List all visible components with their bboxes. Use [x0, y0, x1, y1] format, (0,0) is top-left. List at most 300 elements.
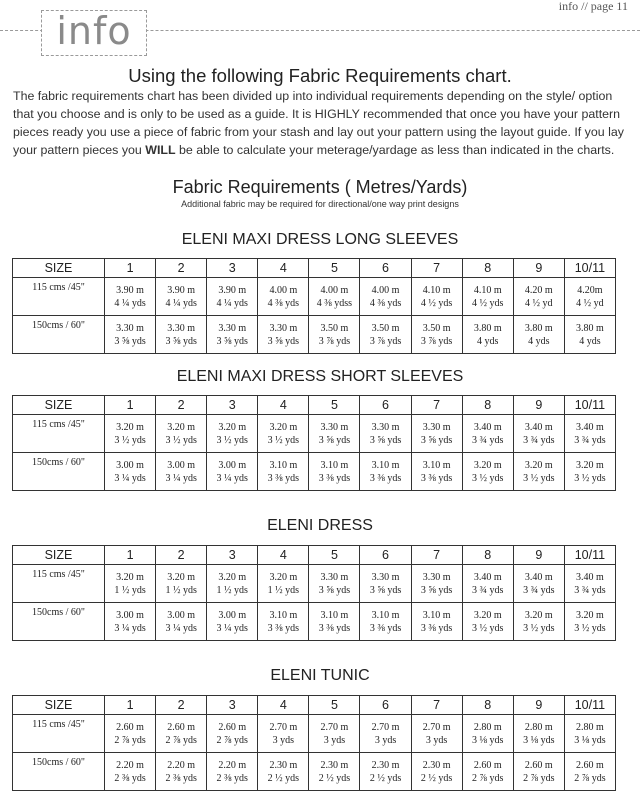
column-header: 5 — [309, 696, 360, 715]
metres-value: 3.30 m — [320, 571, 349, 583]
yards-value: 4 yds — [528, 335, 550, 347]
table-row — [13, 565, 616, 603]
column-header: 8 — [462, 546, 513, 565]
column-header: 10/11 — [564, 546, 615, 565]
yards-value: 3 ½ yds — [216, 434, 248, 446]
metres-value: 3.50 m — [371, 322, 400, 334]
metres-value: 3.10 m — [371, 609, 400, 621]
column-header: 5 — [309, 546, 360, 565]
yards-value: 4 ⅜ yds — [267, 297, 300, 309]
requirement-cell — [462, 278, 513, 316]
metres-value: 3.10 m — [269, 609, 298, 621]
yards-value: 3 ¼ yds — [114, 622, 146, 634]
yards-value: 4 ¼ yds — [114, 297, 146, 309]
table-title: ELENI MAXI DRESS SHORT SLEEVES — [176, 368, 464, 385]
requirement-cell — [258, 565, 309, 603]
column-header: 10/11 — [564, 696, 615, 715]
requirement-cell — [360, 316, 411, 354]
yards-value: 3 ¼ yds — [216, 622, 248, 634]
requirement-cell — [360, 453, 411, 491]
yards-value: 3 ⅜ yds — [318, 472, 351, 484]
requirement-cell — [462, 753, 513, 791]
metres-value: 3.90 m — [116, 284, 144, 296]
metres-value: 3.30 m — [320, 421, 349, 433]
metres-value: 3.20 m — [167, 571, 196, 583]
yards-value: 3 ⅞ yds — [420, 335, 453, 347]
requirement-cell — [309, 565, 360, 603]
requirement-cell — [411, 415, 462, 453]
metres-value: 2.30 m — [269, 759, 298, 771]
metres-value: 2.20 m — [218, 759, 247, 771]
table-row — [13, 316, 616, 354]
requirement-cell — [105, 753, 156, 791]
column-header: 5 — [309, 259, 360, 278]
yards-value: 2 ⅜ yds — [114, 772, 146, 784]
yards-value: 3 ¼ yds — [216, 472, 248, 484]
yards-value: 3 ⅛ yds — [472, 734, 504, 746]
metres-value: 3.20 m — [473, 459, 502, 471]
metres-value: 3.20 m — [524, 459, 553, 471]
requirement-cell — [360, 603, 411, 641]
fabric-table — [12, 395, 616, 491]
requirement-cell — [258, 753, 309, 791]
column-header: 2 — [156, 396, 207, 415]
requirement-cell — [258, 278, 309, 316]
column-header: 3 — [207, 696, 258, 715]
requirement-cell — [309, 715, 360, 753]
yards-value: 4 yds — [579, 335, 601, 347]
yards-value: 3 ½ yds — [472, 472, 504, 484]
metres-value: 3.00 m — [116, 609, 144, 621]
requirement-cell — [360, 565, 411, 603]
metres-value: 2.70 m — [422, 721, 451, 733]
yards-value: 3 ⅝ yds — [420, 434, 453, 446]
requirement-cell — [207, 278, 258, 316]
metres-value: 2.30 m — [422, 759, 451, 771]
metres-value: 3.30 m — [422, 571, 451, 583]
column-header: 1 — [105, 546, 156, 565]
requirement-cell — [156, 316, 207, 354]
yards-value: 4 ⅜ yds — [369, 297, 402, 309]
yards-value: 3 ⅜ yds — [420, 622, 453, 634]
requirement-cell — [156, 753, 207, 791]
column-header: 9 — [513, 696, 564, 715]
yards-value: 3 ¾ yds — [574, 584, 606, 596]
metres-value: 3.20 m — [269, 421, 298, 433]
table-title: ELENI TUNIC — [270, 667, 370, 684]
column-header: 1 — [105, 696, 156, 715]
requirement-cell — [462, 415, 513, 453]
requirement-cell — [309, 278, 360, 316]
yards-value: 3 ⅞ yds — [369, 335, 402, 347]
column-header: 2 — [156, 546, 207, 565]
yards-value: 3 ¾ yds — [472, 434, 504, 446]
yards-value: 3 ½ yds — [574, 622, 606, 634]
table-header-row — [13, 259, 616, 278]
yards-value: 2 ⅜ yds — [216, 772, 248, 784]
requirement-cell — [207, 453, 258, 491]
requirement-cell — [309, 603, 360, 641]
column-header: 7 — [411, 546, 462, 565]
yards-value: 3 ⅜ yds — [369, 622, 402, 634]
table-row — [13, 753, 616, 791]
metres-value: 3.20 m — [218, 571, 247, 583]
column-header: 9 — [513, 259, 564, 278]
column-header: 10/11 — [564, 396, 615, 415]
column-header: 8 — [462, 259, 513, 278]
yards-value: 2 ⅞ yds — [165, 734, 197, 746]
metres-value: 3.20 m — [524, 609, 553, 621]
metres-value: 3.30 m — [371, 571, 400, 583]
requirement-cell — [513, 415, 564, 453]
metres-value: 4.10 m — [473, 284, 502, 296]
fabric-width-cell: 150cms / 60" — [13, 316, 105, 354]
yards-value: 3 ⅝ yds — [318, 434, 351, 446]
column-header: SIZE — [13, 259, 105, 278]
metres-value: 3.30 m — [269, 322, 298, 334]
column-header: 3 — [207, 396, 258, 415]
fabric-width-cell: 115 cms /45" — [13, 278, 105, 316]
yards-value: 3 ⅜ yds — [267, 622, 300, 634]
requirement-cell — [564, 453, 615, 491]
column-header: 4 — [258, 546, 309, 565]
requirement-cell — [360, 753, 411, 791]
requirement-cell — [207, 415, 258, 453]
yards-value: 1 ½ yds — [165, 584, 197, 596]
requirement-cell — [462, 603, 513, 641]
fabric-width-cell: 115 cms /45" — [13, 565, 105, 603]
requirement-cell — [411, 278, 462, 316]
column-header: 6 — [360, 396, 411, 415]
requirement-cell — [564, 316, 615, 354]
table-row — [13, 715, 616, 753]
column-header: 2 — [156, 696, 207, 715]
metres-value: 3.20 m — [116, 421, 144, 433]
yards-value: 3 ⅝ yds — [267, 335, 300, 347]
metres-value: 2.70 m — [371, 721, 400, 733]
yards-value: 1 ½ yds — [216, 584, 248, 596]
requirement-cell — [309, 753, 360, 791]
yards-value: 3 ⅛ yds — [523, 734, 555, 746]
requirement-cell — [309, 453, 360, 491]
column-header: 6 — [360, 546, 411, 565]
requirement-cell — [105, 316, 156, 354]
metres-value: 3.30 m — [218, 322, 247, 334]
yards-value: 2 ⅞ yds — [523, 772, 555, 784]
metres-value: 3.80 m — [576, 322, 604, 334]
column-header: 10/11 — [564, 259, 615, 278]
yards-value: 3 yds — [374, 734, 397, 746]
yards-value: 4 ⅜ ydss — [316, 297, 353, 309]
requirement-cell — [207, 753, 258, 791]
metres-value: 2.20 m — [167, 759, 196, 771]
yards-value: 3 yds — [323, 734, 346, 746]
requirement-cell — [207, 316, 258, 354]
yards-value: 3 ¾ yds — [523, 434, 555, 446]
metres-value: 3.00 m — [218, 609, 247, 621]
requirement-cell — [411, 316, 462, 354]
yards-value: 4 ½ yd — [525, 297, 553, 309]
requirement-cell — [156, 278, 207, 316]
requirement-cell — [513, 603, 564, 641]
yards-value: 3 ¾ yds — [523, 584, 555, 596]
yards-value: 3 ½ yds — [114, 434, 146, 446]
metres-value: 3.90 m — [218, 284, 247, 296]
yards-value: 2 ⅞ yds — [114, 734, 146, 746]
table-header-row — [13, 546, 616, 565]
fabric-requirements-subtitle: Additional fabric may be required for directional/one way print designs — [181, 199, 459, 209]
yards-value: 3 ¾ yds — [574, 434, 606, 446]
metres-value: 3.20 m — [269, 571, 298, 583]
metres-value: 3.10 m — [422, 609, 451, 621]
column-header: 1 — [105, 396, 156, 415]
column-header: 4 — [258, 396, 309, 415]
column-header: 5 — [309, 396, 360, 415]
metres-value: 3.00 m — [218, 459, 247, 471]
yards-value: 2 ⅜ yds — [165, 772, 197, 784]
yards-value: 3 ½ yds — [574, 472, 606, 484]
metres-value: 3.30 m — [167, 322, 196, 334]
yards-value: 3 ⅛ yds — [574, 734, 606, 746]
column-header: SIZE — [13, 396, 105, 415]
fabric-width-cell: 150cms / 60" — [13, 453, 105, 491]
metres-value: 2.30 m — [371, 759, 400, 771]
metres-value: 4.20m — [577, 284, 603, 296]
metres-value: 3.40 m — [473, 571, 502, 583]
requirement-cell — [462, 715, 513, 753]
column-header: 9 — [513, 396, 564, 415]
metres-value: 4.00 m — [320, 284, 349, 296]
requirement-cell — [564, 278, 615, 316]
requirement-cell — [309, 415, 360, 453]
column-header: 1 — [105, 259, 156, 278]
metres-value: 4.10 m — [422, 284, 451, 296]
intro-bold-word: WILL — [145, 143, 176, 157]
page-section: info — [558, 0, 579, 13]
requirement-cell — [564, 415, 615, 453]
yards-value: 3 ½ yds — [267, 434, 300, 446]
yards-value: 3 ¼ yds — [114, 472, 146, 484]
requirement-cell — [156, 453, 207, 491]
requirement-cell — [411, 453, 462, 491]
yards-value: 3 ⅜ yds — [267, 472, 300, 484]
metres-value: 3.20 m — [473, 609, 502, 621]
metres-value: 3.00 m — [167, 609, 196, 621]
column-header: 9 — [513, 546, 564, 565]
requirement-cell — [360, 715, 411, 753]
metres-value: 3.10 m — [422, 459, 451, 471]
requirement-cell — [105, 565, 156, 603]
page-separator: // — [581, 0, 588, 13]
yards-value: 1 ½ yds — [267, 584, 300, 596]
requirement-cell — [360, 415, 411, 453]
yards-value: 1 ½ yds — [114, 584, 146, 596]
metres-value: 2.60 m — [167, 721, 196, 733]
metres-value: 4.00 m — [269, 284, 298, 296]
column-header: 4 — [258, 259, 309, 278]
metres-value: 3.40 m — [524, 571, 553, 583]
yards-value: 3 ½ yds — [523, 622, 555, 634]
yards-value: 2 ½ yds — [420, 772, 453, 784]
metres-value: 3.80 m — [473, 322, 502, 334]
requirement-cell — [105, 603, 156, 641]
intro-paragraph — [13, 87, 633, 159]
requirement-cell — [462, 316, 513, 354]
table-row — [13, 603, 616, 641]
requirement-cell — [513, 753, 564, 791]
yards-value: 3 yds — [272, 734, 295, 746]
requirement-cell — [207, 565, 258, 603]
yards-value: 3 ⅜ yds — [369, 472, 402, 484]
requirement-cell — [105, 715, 156, 753]
metres-value: 2.30 m — [320, 759, 349, 771]
metres-value: 2.60 m — [473, 759, 502, 771]
page-number: page 11 — [590, 0, 628, 13]
requirement-cell — [258, 453, 309, 491]
yards-value: 3 ⅝ yds — [318, 584, 351, 596]
metres-value: 3.90 m — [167, 284, 196, 296]
requirement-cell — [513, 453, 564, 491]
yards-value: 2 ½ yds — [318, 772, 351, 784]
requirement-cell — [564, 753, 615, 791]
requirement-cell — [156, 565, 207, 603]
fabric-width-cell: 115 cms /45" — [13, 715, 105, 753]
requirement-cell — [156, 603, 207, 641]
requirement-cell — [513, 316, 564, 354]
fabric-requirements-title: Fabric Requirements ( Metres/Yards) — [172, 177, 468, 197]
requirement-cell — [411, 715, 462, 753]
yards-value: 4 ½ yds — [472, 297, 504, 309]
yards-value: 4 ¼ yds — [216, 297, 248, 309]
metres-value: 3.20 m — [218, 421, 247, 433]
metres-value: 3.00 m — [167, 459, 196, 471]
yards-value: 2 ⅞ yds — [574, 772, 606, 784]
metres-value: 3.20 m — [116, 571, 144, 583]
metres-value: 3.10 m — [320, 609, 349, 621]
metres-value: 2.80 m — [524, 721, 553, 733]
column-header: 7 — [411, 259, 462, 278]
fabric-table — [12, 258, 616, 354]
column-header: 2 — [156, 259, 207, 278]
requirement-cell — [309, 316, 360, 354]
requirement-cell — [105, 278, 156, 316]
metres-value: 4.00 m — [371, 284, 400, 296]
table-row — [13, 415, 616, 453]
yards-value: 3 ¼ yds — [165, 622, 197, 634]
column-header: SIZE — [13, 696, 105, 715]
requirement-cell — [105, 453, 156, 491]
yards-value: 3 ⅝ yds — [165, 335, 197, 347]
yards-value: 3 ⅝ yds — [369, 434, 402, 446]
intro-text-2: be able to calculate your meterage/yardage as less than indicated in the charts. — [179, 143, 615, 157]
requirement-cell — [258, 603, 309, 641]
yards-value: 3 ½ yds — [165, 434, 197, 446]
metres-value: 3.40 m — [524, 421, 553, 433]
requirement-cell — [411, 603, 462, 641]
metres-value: 3.20 m — [167, 421, 196, 433]
column-header: 4 — [258, 696, 309, 715]
metres-value: 2.60 m — [218, 721, 247, 733]
yards-value: 3 ⅜ yds — [318, 622, 351, 634]
metres-value: 3.10 m — [371, 459, 400, 471]
metres-value: 2.60 m — [116, 721, 144, 733]
requirement-cell — [360, 278, 411, 316]
table-title: ELENI DRESS — [267, 517, 373, 534]
metres-value: 2.70 m — [269, 721, 298, 733]
metres-value: 4.20 m — [524, 284, 553, 296]
yards-value: 3 ½ yds — [523, 472, 555, 484]
requirement-cell — [513, 278, 564, 316]
table-title: ELENI MAXI DRESS LONG SLEEVES — [181, 231, 459, 248]
requirement-cell — [105, 415, 156, 453]
metres-value: 2.60 m — [524, 759, 553, 771]
yards-value: 3 yds — [425, 734, 448, 746]
column-header: 6 — [360, 259, 411, 278]
metres-value: 2.80 m — [473, 721, 502, 733]
metres-value: 3.30 m — [422, 421, 451, 433]
requirement-cell — [258, 715, 309, 753]
requirement-cell — [258, 415, 309, 453]
fabric-width-cell: 150cms / 60" — [13, 603, 105, 641]
table-header-row — [13, 396, 616, 415]
yards-value: 3 ¾ yds — [472, 584, 504, 596]
yards-value: 3 ⅝ yds — [420, 584, 453, 596]
requirement-cell — [564, 565, 615, 603]
fabric-table — [12, 545, 616, 641]
requirement-cell — [411, 565, 462, 603]
yards-value: 2 ⅞ yds — [472, 772, 504, 784]
metres-value: 3.00 m — [116, 459, 144, 471]
metres-value: 3.40 m — [576, 421, 604, 433]
table-header-row — [13, 696, 616, 715]
yards-value: 3 ⅜ yds — [420, 472, 453, 484]
column-header: 7 — [411, 696, 462, 715]
metres-value: 3.20 m — [576, 459, 604, 471]
requirement-cell — [156, 415, 207, 453]
fabric-width-cell: 115 cms /45" — [13, 415, 105, 453]
column-header: SIZE — [13, 546, 105, 565]
page-label — [559, 0, 628, 14]
yards-value: 3 ½ yds — [472, 622, 504, 634]
yards-value: 2 ⅞ yds — [216, 734, 248, 746]
column-header: 8 — [462, 396, 513, 415]
column-header: 3 — [207, 546, 258, 565]
metres-value: 3.50 m — [320, 322, 349, 334]
yards-value: 4 ¼ yds — [165, 297, 197, 309]
intro-text-1: The fabric requirements chart has been divided up into individual requirements depending on the style/ option that you choose and is only to be used as a guide. It is HIGHLY recommended that once you have your pattern pieces ready you use a piece of fabric from your stash and lay out your pattern using the layout guide. If you lay your pattern pieces you — [13, 89, 624, 157]
yards-value: 3 ⅝ yds — [114, 335, 146, 347]
requirement-cell — [513, 715, 564, 753]
metres-value: 2.70 m — [320, 721, 349, 733]
metres-value: 3.40 m — [473, 421, 502, 433]
table-row — [13, 278, 616, 316]
page-title: Using the following Fabric Requirements chart. — [128, 65, 512, 86]
column-header: 6 — [360, 696, 411, 715]
yards-value: 3 ¼ yds — [165, 472, 197, 484]
requirement-cell — [513, 565, 564, 603]
column-header: 3 — [207, 259, 258, 278]
metres-value: 3.30 m — [116, 322, 144, 334]
info-label: info — [41, 10, 147, 56]
column-header: 8 — [462, 696, 513, 715]
metres-value: 3.10 m — [269, 459, 298, 471]
metres-value: 3.80 m — [524, 322, 553, 334]
requirement-cell — [564, 603, 615, 641]
requirement-cell — [207, 715, 258, 753]
metres-value: 2.80 m — [576, 721, 604, 733]
yards-value: 2 ½ yds — [267, 772, 300, 784]
fabric-width-cell: 150cms / 60" — [13, 753, 105, 791]
